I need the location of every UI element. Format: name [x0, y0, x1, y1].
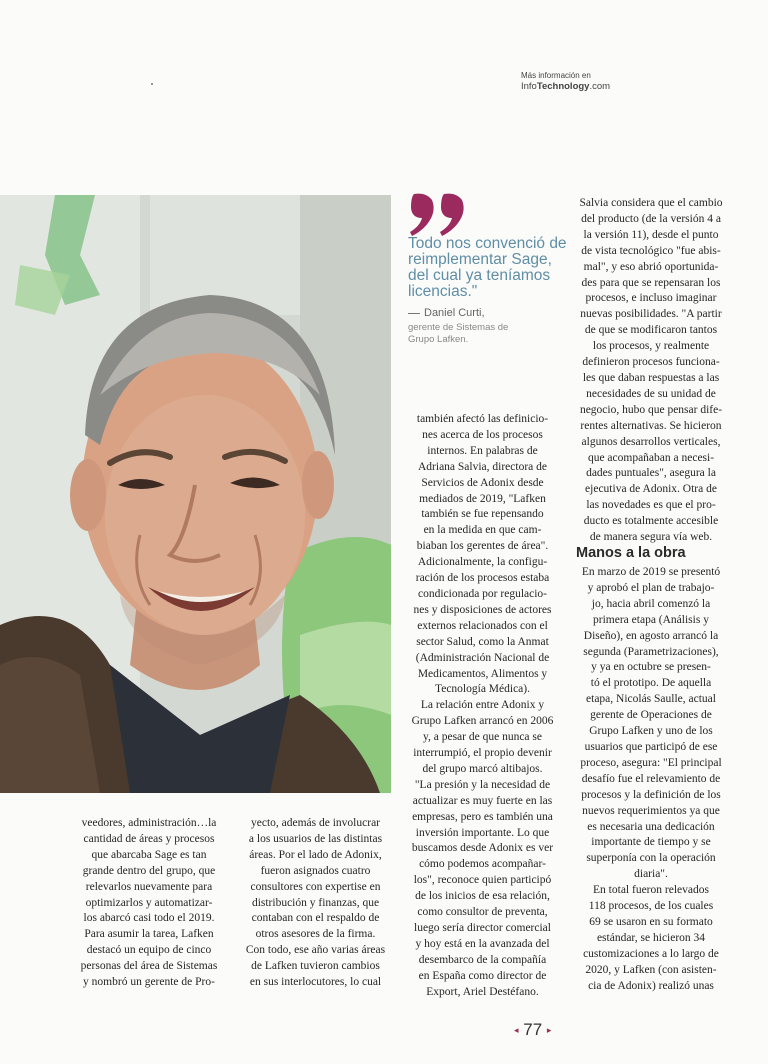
text-line: destacó un equipo de cinco	[86, 944, 212, 957]
text-line: 69 se usaron en su formato	[589, 915, 713, 928]
text-line: tó el prototipo. De aquella	[590, 677, 712, 690]
site-link[interactable]	[521, 81, 610, 93]
text-line: contaban con el respaldo de	[251, 912, 380, 925]
page-number	[514, 1020, 551, 1040]
text-line: relevarlos nuevamente para	[85, 880, 213, 893]
text-line: procesos, e incluso imaginar	[585, 292, 717, 305]
text-line: Para asumir la tarea, Lafken	[84, 928, 214, 941]
text-line: sector Salud, como la Anmat	[416, 635, 549, 648]
text-line: diaria".	[634, 868, 668, 881]
text-line: yecto, además de involucrar	[251, 817, 380, 829]
more-info-label: Más información en	[521, 71, 591, 80]
text-line: internos. En palabras de	[427, 444, 538, 457]
text-line: del producto (de la versión 4 a	[581, 212, 721, 225]
text-line: de manera segura vía web.	[589, 531, 713, 544]
text-line: importante de tiempo y se	[591, 836, 711, 849]
pull-quote-text: Todo nos convenció de reimplementar Sage, del cual ya teníamos licencias."	[408, 235, 567, 300]
article-column-5	[574, 565, 728, 994]
text-line: distribución y finanzas, que	[251, 896, 380, 909]
text-line: biaban los gerentes de área".	[416, 540, 549, 553]
text-line: que acompañaban a necesi-	[587, 451, 715, 464]
quote-author-role-2: Grupo Lafken.	[408, 334, 469, 345]
text-line: mediados de 2019, "Lafken	[419, 492, 546, 505]
text-line: de los inicios de esa relación,	[415, 890, 550, 903]
text-line: actualizar es muy fuerte en las	[412, 794, 553, 807]
text-line: luego sería director comercial	[414, 922, 551, 934]
text-line: cia de Adonix) realizó unas	[588, 979, 714, 992]
text-line: interrumpió, el propio devenir	[413, 747, 552, 760]
text-line: primera etapa (Análisis y	[593, 613, 709, 626]
text-line: procesos y la definición de los	[581, 788, 721, 801]
text-line: fueron asignados cuatro	[260, 864, 371, 877]
text-line: En total fueron relevados	[593, 884, 709, 897]
text-line: jo, hacia abril comenzó la	[591, 597, 711, 610]
article-column-3	[405, 412, 560, 1001]
text-line: mal", y eso abrió oportunida-	[583, 260, 719, 273]
text-line: Con todo, ese año varias áreas	[245, 944, 386, 957]
text-line: Servicios de Adonix desde	[421, 476, 544, 489]
quote-author-name: Daniel Curti,	[424, 307, 485, 319]
text-line: Grupo Lafken y uno de los	[589, 725, 713, 738]
text-line: proceso, asegura: "El principal	[580, 756, 722, 769]
text-line: algunos desarrollos verticales,	[581, 435, 721, 448]
text-line: en España como director de	[418, 969, 547, 982]
text-line: 118 procesos, de los cuales	[588, 900, 714, 913]
text-line: nes y disposiciones de actores	[413, 603, 552, 616]
text-line: etapa, Nicolás Saulle, actual	[586, 693, 716, 706]
text-line: customizaciones a lo largo de	[583, 947, 719, 960]
text-line: estándar, se hicieron 34	[596, 931, 706, 944]
text-line: y hoy está en la avanzada del	[415, 937, 550, 950]
text-line: les que daban respuestas a las	[582, 371, 720, 384]
right-triangle-icon: ▸	[546, 1025, 552, 1036]
dash-divider	[408, 313, 420, 314]
text-line: es necesaria una dedicación	[587, 820, 715, 833]
text-line: también afectó las definicio-	[416, 413, 549, 425]
text-line: como consultor de preventa,	[417, 906, 548, 919]
text-line: los procesos, y realmente	[592, 340, 710, 353]
quote-author-role-1: gerente de Sistemas de	[408, 322, 509, 333]
text-line: inversión importante. Lo que	[415, 826, 550, 839]
text-line: Export, Ariel Destéfano.	[426, 985, 539, 998]
text-line: rentes alternativas. Se hicieron	[580, 419, 722, 432]
text-line: y ya en octubre se presen-	[591, 661, 711, 674]
text-line: también se fue repensando	[421, 508, 544, 521]
text-line: nes acerca de los procesos	[422, 428, 543, 441]
site-prefix: Info	[521, 81, 537, 92]
text-line: otros asesores de la firma.	[255, 928, 376, 941]
text-line: de que se modificaron tantos	[584, 324, 718, 337]
text-line: gerente de Operaciones de	[590, 709, 712, 722]
text-line: a los usuarios de las distintas	[248, 832, 383, 845]
portrait-photo	[0, 195, 391, 793]
masthead-site-credit	[521, 71, 610, 93]
text-line: personas del área de Sistemas	[80, 960, 218, 973]
text-line: usuarios que participó de ese	[584, 740, 718, 753]
text-line: optimizarlos y automatizar-	[85, 896, 213, 909]
portrait-illustration	[0, 195, 391, 793]
text-line: Medicamentos, Alimentos y	[417, 667, 548, 680]
text-line: los abarcó casi todo el 2019.	[83, 912, 215, 925]
text-line: empresas, pero es también una	[412, 810, 553, 823]
text-line: necesidades de su unidad de	[586, 387, 716, 400]
text-line: en la medida en que cam-	[423, 524, 542, 537]
text-line: "La presión y la necesidad de	[414, 778, 551, 791]
text-line: segunda (Parametrizaciones),	[583, 645, 719, 658]
text-line: La relación entre Adonix y	[420, 699, 545, 712]
text-line: des para que se repensaran los	[581, 276, 721, 289]
text-line: los", reconoce quien participó	[413, 874, 552, 887]
text-line: desafío fue el relevamiento de	[581, 772, 721, 785]
text-line: condicionada por regulacio-	[418, 587, 547, 600]
left-triangle-icon: ◂	[514, 1025, 519, 1036]
article-column-4	[574, 196, 728, 546]
text-line: negocio, hubo que pensar dife-	[579, 403, 723, 416]
text-line: Grupo Lafken arrancó en 2006	[411, 715, 554, 728]
text-line: nuevas posibilidades. "A partir	[580, 308, 722, 321]
text-line: áreas. Por el lado de Adonix,	[249, 848, 382, 861]
text-line: Diseño), en agosto arrancó la	[583, 629, 719, 642]
text-line: Salvia considera que el cambio	[579, 197, 723, 209]
section-subhead: Manos a la obra	[576, 545, 686, 561]
site-brand: Technology	[536, 81, 590, 92]
text-line: y, a pesar de que nunca se	[423, 731, 542, 744]
page-number-value: 77	[523, 1020, 543, 1039]
text-line: Adriana Salvia, directora de	[418, 460, 547, 473]
text-line: 2020, y Lafken (con asisten-	[585, 963, 717, 976]
text-line: desembarco de la compañía	[418, 953, 547, 966]
text-line: y nombró un gerente de Pro-	[83, 976, 215, 989]
text-line: nuevos requerimientos ya que	[582, 804, 720, 817]
text-line: ración de los procesos estaba	[415, 572, 550, 585]
text-line: veedores, administración…la	[81, 817, 217, 829]
text-line: de vista tecnológico "fue abis-	[581, 244, 721, 257]
pull-quote-attribution	[408, 306, 568, 346]
text-line: ejecutiva de Adonix. Otra de	[585, 483, 717, 496]
text-line: que abarcaba Sage es tan	[91, 848, 207, 861]
text-line: del grupo marcó altibajos.	[422, 762, 543, 775]
quote-mark-icon	[408, 190, 468, 240]
article-column-1	[73, 816, 225, 991]
text-line: (Administración Nacional de	[415, 651, 550, 664]
text-line: grande dentro del grupo, que	[82, 864, 216, 877]
text-line: externos relacionados con el	[417, 619, 548, 632]
text-line: cómo podemos acompañar-	[419, 858, 546, 871]
text-line: cantidad de áreas y procesos	[83, 832, 215, 845]
site-suffix: .com	[589, 81, 611, 92]
text-line: la versión 11), desde el punto	[583, 228, 719, 241]
text-line: buscamos desde Adonix es ver	[411, 842, 554, 855]
text-line: Adicionalmente, la configu-	[417, 556, 548, 569]
article-column-2	[239, 816, 392, 991]
text-line: consultores con expertise en	[250, 880, 381, 893]
stray-speck	[151, 83, 153, 85]
text-line: ducto es totalmente accesible	[583, 515, 719, 528]
text-line: En marzo de 2019 se presentó	[581, 566, 721, 578]
text-line: las novedades es que el pro-	[586, 499, 716, 512]
text-line: Tecnología Médica).	[435, 683, 530, 696]
text-line: definieron procesos funciona-	[582, 356, 720, 369]
text-line: superponía con la operación	[586, 852, 716, 865]
text-line: dades puntuales", asegura la	[586, 467, 716, 480]
text-line: en sus interlocutores, lo cual	[249, 976, 382, 989]
text-line: de Lafken tuvieron cambios	[251, 960, 380, 973]
text-line: y aprobó el plan de trabajo-	[587, 581, 715, 594]
